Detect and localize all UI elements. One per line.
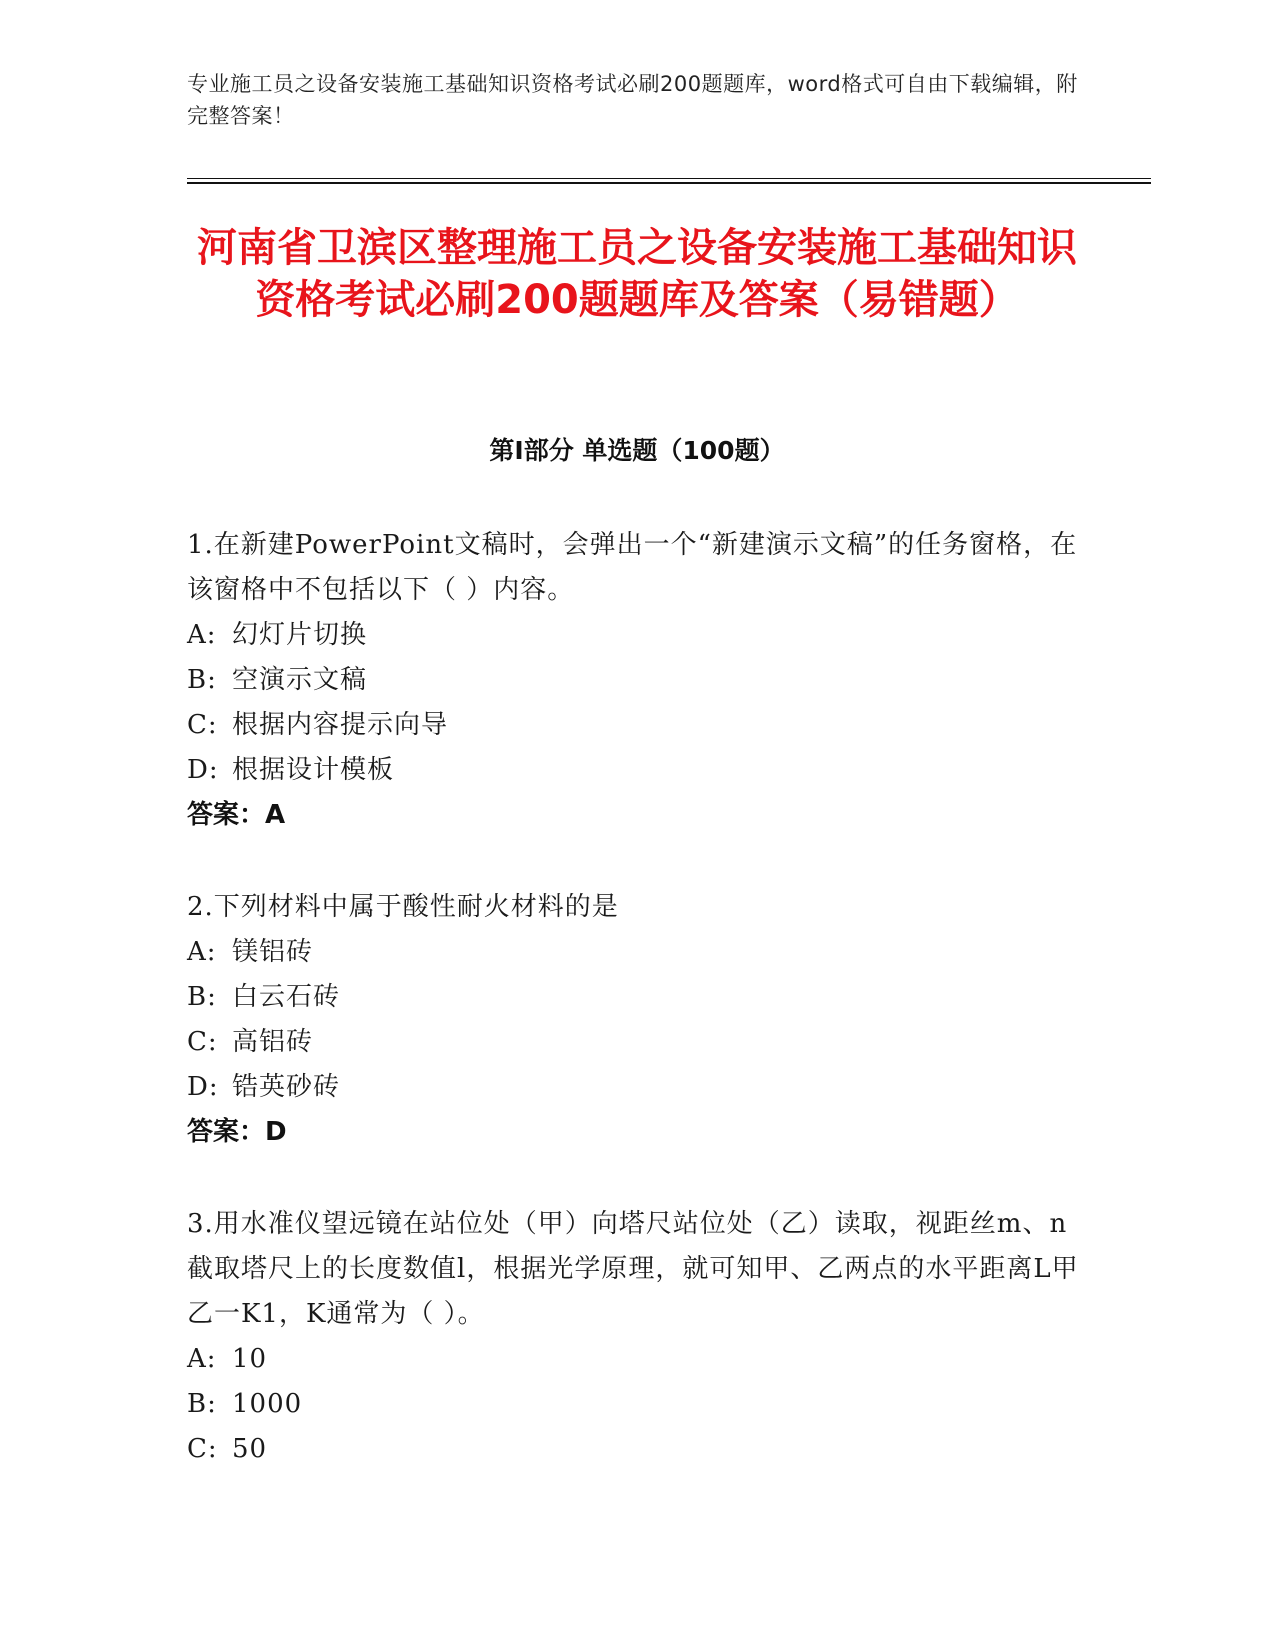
- header-divider-thick: [187, 182, 1151, 184]
- question-list: [187, 523, 1087, 1519]
- option-letter: C:: [187, 710, 218, 740]
- option-letter: B:: [187, 1389, 217, 1419]
- option-text: 根据设计模板: [232, 755, 395, 785]
- option-b: [187, 1382, 1087, 1427]
- option-text: 高铝砖: [232, 1027, 314, 1057]
- answer: 答案：D: [187, 1117, 287, 1147]
- section-title: 第I部分 单选题（100题）: [489, 436, 785, 465]
- document-title: 河南省卫滨区整理施工员之设备安装施工基础知识资格考试必刷200题题库及答案（易错题）: [197, 225, 1077, 323]
- question-3: [187, 1202, 1087, 1472]
- question-text: 1.在新建PowerPoint文稿时，会弹出一个“新建演示文稿”的任务窗格，在该窗格中不包括以下（ ）内容。: [187, 530, 1078, 605]
- option-text: 白云石砖: [232, 982, 341, 1012]
- option-text: 锆英砂砖: [232, 1072, 341, 1102]
- option-a: [187, 930, 1087, 975]
- option-letter: A:: [187, 620, 217, 650]
- answer: 答案：A: [187, 800, 286, 830]
- option-d: [187, 1065, 1087, 1110]
- option-b: [187, 658, 1087, 703]
- option-letter: B:: [187, 665, 217, 695]
- option-text: 1000: [232, 1389, 303, 1419]
- option-letter: D:: [187, 755, 219, 785]
- question-2: [187, 885, 1087, 1155]
- option-text: 空演示文稿: [232, 665, 368, 695]
- question-text: 2.下列材料中属于酸性耐火材料的是: [187, 892, 619, 922]
- option-letter: C:: [187, 1434, 218, 1464]
- option-letter: A:: [187, 937, 217, 967]
- option-letter: B:: [187, 982, 217, 1012]
- header-divider-thin: [187, 178, 1151, 179]
- option-letter: D:: [187, 1072, 219, 1102]
- option-d: [187, 748, 1087, 793]
- option-c: [187, 703, 1087, 748]
- option-c: [187, 1020, 1087, 1065]
- option-text: 根据内容提示向导: [232, 710, 449, 740]
- option-b: [187, 975, 1087, 1020]
- option-a: [187, 613, 1087, 658]
- question-text: 3.用水准仪望远镜在站位处（甲）向塔尺站位处（乙）读取，视距丝m、n截取塔尺上的长度数值l，根据光学原理，就可知甲、乙两点的水平距离L甲乙一K1，K通常为（ ）。: [187, 1209, 1079, 1329]
- option-text: 镁铝砖: [232, 937, 314, 967]
- option-text: 50: [232, 1434, 268, 1464]
- option-letter: A:: [187, 1344, 217, 1374]
- option-text: 10: [232, 1344, 268, 1374]
- option-text: 幻灯片切换: [232, 620, 368, 650]
- header-note: 专业施工员之设备安装施工基础知识资格考试必刷200题题库，word格式可自由下载编辑，附完整答案！: [187, 72, 1078, 128]
- question-1: [187, 523, 1087, 838]
- option-letter: C:: [187, 1027, 218, 1057]
- option-c: [187, 1427, 1087, 1472]
- option-a: [187, 1337, 1087, 1382]
